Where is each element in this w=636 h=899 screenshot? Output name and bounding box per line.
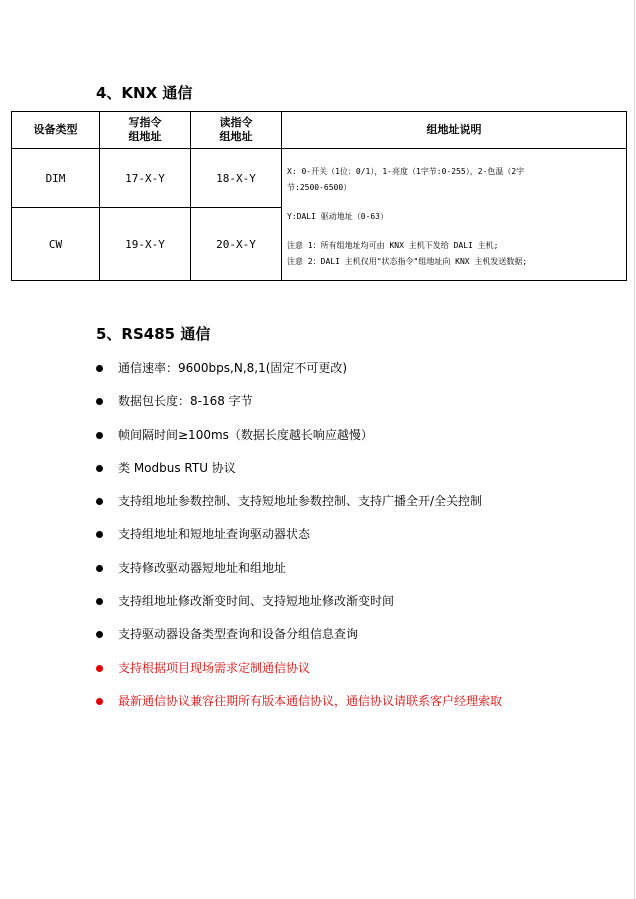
list-item <box>96 518 616 551</box>
bullet-icon <box>96 698 103 705</box>
bullet-icon <box>96 365 103 372</box>
list-item-text: 支持根据项目现场需求定制通信协议 <box>118 660 311 675</box>
list-item <box>96 385 616 418</box>
bullet-icon <box>96 665 103 672</box>
list-item-text: 数据包长度：8-168 字节 <box>118 394 253 409</box>
section-4-heading: 4、KNX 通信 <box>96 84 193 102</box>
list-item-text: 最新通信协议兼容往期所有版本通信协议，通信协议请联系客户经理索取 <box>118 693 503 708</box>
device-type-cell: CW <box>12 208 100 281</box>
bullet-icon <box>96 531 103 538</box>
header-description: 组地址说明 <box>282 112 627 149</box>
bullet-icon <box>96 465 103 472</box>
desc-x: X: 0-开关（1位：0/1），1-亮度（1字节:0-255），2-色温（2字 节:2500-6500） <box>287 167 525 192</box>
list-item <box>96 552 616 585</box>
rs485-feature-list <box>96 352 616 718</box>
desc-y: Y:DALI 驱动地址（0-63） <box>287 212 388 221</box>
list-item <box>96 485 616 518</box>
header-write-address: 写指令 组地址 <box>100 112 191 149</box>
read-address-cell: 18-X-Y <box>191 149 282 208</box>
bullet-icon <box>96 631 103 638</box>
list-item <box>96 352 616 385</box>
list-item-text: 支持组地址参数控制、支持短地址参数控制、支持广播全开/全关控制 <box>118 494 483 509</box>
list-item <box>96 685 616 718</box>
bullet-icon <box>96 398 103 405</box>
list-item <box>96 652 616 685</box>
page-edge <box>634 0 635 899</box>
list-item <box>96 585 616 618</box>
table-row <box>12 149 627 208</box>
desc-note-1: 注意 1：所有组地址均可由 KNX 主机下发给 DALI 主机; <box>287 241 499 250</box>
read-address-cell: 20-X-Y <box>191 208 282 281</box>
device-type-cell: DIM <box>12 149 100 208</box>
knx-table <box>11 111 627 281</box>
list-item <box>96 419 616 452</box>
list-item-text: 支持组地址修改渐变时间、支持短地址修改渐变时间 <box>118 594 395 609</box>
write-address-cell: 17-X-Y <box>100 149 191 208</box>
list-item <box>96 618 616 651</box>
address-description-cell <box>282 149 627 281</box>
bullet-icon <box>96 432 103 439</box>
list-item-text: 支持驱动器设备类型查询和设备分组信息查询 <box>118 627 359 642</box>
write-address-cell: 19-X-Y <box>100 208 191 281</box>
desc-note-2: 注意 2：DALI 主机仅用"状态指令"组地址向 KNX 主机发送数据; <box>287 257 528 266</box>
section-5-heading: 5、RS485 通信 <box>96 325 211 343</box>
list-item-text: 支持组地址和短地址查询驱动器状态 <box>118 527 311 542</box>
knx-table-header-row <box>12 112 627 149</box>
list-item <box>96 452 616 485</box>
bullet-icon <box>96 498 103 505</box>
header-device-type: 设备类型 <box>12 112 100 149</box>
bullet-icon <box>96 598 103 605</box>
list-item-text: 帧间隔时间≥100ms（数据长度越长响应越慢） <box>118 427 373 442</box>
bullet-icon <box>96 565 103 572</box>
list-item-text: 类 Modbus RTU 协议 <box>118 460 236 475</box>
list-item-text: 通信速率：9600bps,N,8,1(固定不可更改) <box>118 361 348 375</box>
header-read-address: 读指令 组地址 <box>191 112 282 149</box>
list-item-text: 支持修改驱动器短地址和组地址 <box>118 560 287 575</box>
